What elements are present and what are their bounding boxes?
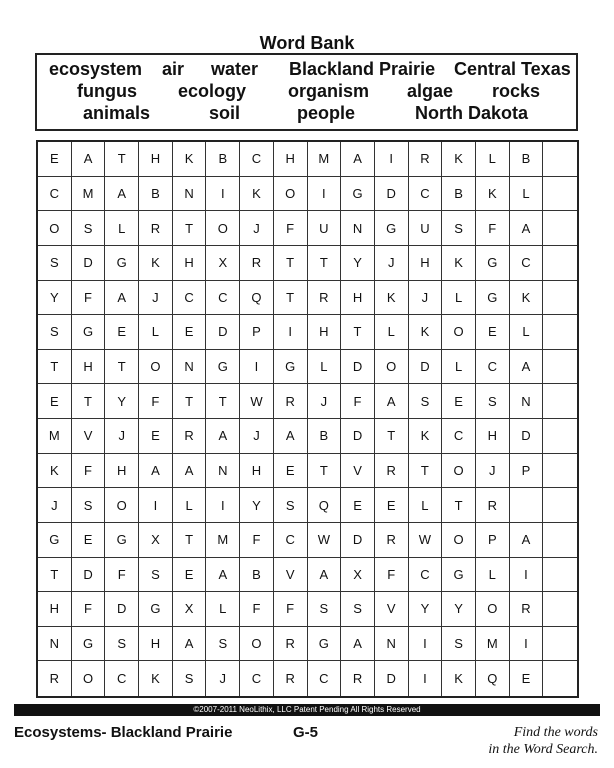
grid-cell: Y xyxy=(341,246,375,281)
grid-cell: F xyxy=(105,558,139,593)
grid-cell: N xyxy=(341,211,375,246)
grid-cell: A xyxy=(510,211,544,246)
grid-cell: D xyxy=(341,350,375,385)
grid-cell: A xyxy=(105,281,139,316)
grid-cell: C xyxy=(274,523,308,558)
grid-cell: J xyxy=(409,281,443,316)
grid-cell: V xyxy=(274,558,308,593)
grid-cell: Q xyxy=(476,661,510,696)
grid-cell: L xyxy=(139,315,173,350)
grid-cell: G xyxy=(105,523,139,558)
grid-cell: T xyxy=(308,454,342,489)
word-bank-word: rocks xyxy=(492,81,541,101)
grid-cell: L xyxy=(173,488,207,523)
grid-cell: R xyxy=(510,592,544,627)
grid-cell: Y xyxy=(409,592,443,627)
grid-cell: S xyxy=(442,627,476,662)
grid-cell: F xyxy=(274,592,308,627)
grid-cell: T xyxy=(206,384,240,419)
grid-cell: O xyxy=(206,211,240,246)
grid-cell: Q xyxy=(308,488,342,523)
grid-cell: E xyxy=(38,384,72,419)
grid-cell: L xyxy=(375,315,409,350)
grid-cell xyxy=(543,350,577,385)
grid-cell: M xyxy=(206,523,240,558)
word-bank-word: algae xyxy=(407,81,454,101)
word-bank-word: air xyxy=(162,59,185,79)
grid-cell: G xyxy=(38,523,72,558)
grid-cell: T xyxy=(173,523,207,558)
grid-cell: R xyxy=(274,627,308,662)
grid-cell: D xyxy=(375,661,409,696)
grid-cell: R xyxy=(375,454,409,489)
grid-cell: A xyxy=(341,142,375,177)
grid-cell: D xyxy=(510,419,544,454)
grid-cell: R xyxy=(274,661,308,696)
grid-cell: O xyxy=(375,350,409,385)
grid-cell: G xyxy=(139,592,173,627)
grid-cell: I xyxy=(206,177,240,212)
grid-cell: T xyxy=(442,488,476,523)
grid-cell: S xyxy=(442,211,476,246)
grid-cell: K xyxy=(442,142,476,177)
grid-cell: Y xyxy=(38,281,72,316)
grid-cell: N xyxy=(375,627,409,662)
grid-cell: W xyxy=(409,523,443,558)
grid-cell: H xyxy=(139,627,173,662)
grid-cell: N xyxy=(206,454,240,489)
grid-cell: Y xyxy=(105,384,139,419)
grid-cell: T xyxy=(72,384,106,419)
word-bank-word: animals xyxy=(83,103,151,123)
grid-cell: I xyxy=(240,350,274,385)
grid-cell: E xyxy=(139,419,173,454)
grid-cell: O xyxy=(240,627,274,662)
copyright-bar: ©2007-2011 NeoLithix, LLC Patent Pending All Rights Reserved xyxy=(14,704,600,716)
grid-cell: A xyxy=(105,177,139,212)
grid-cell: V xyxy=(375,592,409,627)
grid-cell: L xyxy=(510,177,544,212)
grid-cell: W xyxy=(308,523,342,558)
grid-cell: C xyxy=(409,177,443,212)
grid-cell: B xyxy=(139,177,173,212)
grid-cell: C xyxy=(409,558,443,593)
grid-cell: S xyxy=(105,627,139,662)
grid-cell: E xyxy=(105,315,139,350)
grid-cell: G xyxy=(72,315,106,350)
grid-cell: A xyxy=(308,558,342,593)
grid-cell: I xyxy=(308,177,342,212)
grid-cell: O xyxy=(105,488,139,523)
grid-cell: G xyxy=(442,558,476,593)
grid-cell: O xyxy=(442,523,476,558)
grid-cell: R xyxy=(476,488,510,523)
grid-cell: R xyxy=(341,661,375,696)
grid-cell: T xyxy=(308,246,342,281)
grid-cell: V xyxy=(341,454,375,489)
grid-cell: I xyxy=(274,315,308,350)
grid-cell: T xyxy=(105,350,139,385)
grid-cell: B xyxy=(510,142,544,177)
grid-cell: D xyxy=(206,315,240,350)
grid-cell: B xyxy=(442,177,476,212)
grid-cell: L xyxy=(510,315,544,350)
word-bank-word: soil xyxy=(209,103,241,123)
grid-cell: L xyxy=(476,142,510,177)
grid-cell: R xyxy=(409,142,443,177)
grid-cell: E xyxy=(510,661,544,696)
grid-cell: O xyxy=(274,177,308,212)
grid-cell: J xyxy=(105,419,139,454)
word-bank-word: people xyxy=(297,103,356,123)
grid-cell: R xyxy=(274,384,308,419)
grid-cell: D xyxy=(72,246,106,281)
grid-cell: W xyxy=(240,384,274,419)
grid-cell: P xyxy=(240,315,274,350)
grid-cell: E xyxy=(173,558,207,593)
grid-cell: H xyxy=(409,246,443,281)
worksheet-code: G-5 xyxy=(293,724,319,741)
grid-cell: T xyxy=(173,384,207,419)
grid-cell: T xyxy=(274,281,308,316)
grid-cell: I xyxy=(206,488,240,523)
grid-cell: A xyxy=(375,384,409,419)
grid-cell: Y xyxy=(442,592,476,627)
grid-cell: F xyxy=(341,384,375,419)
grid-cell: K xyxy=(409,419,443,454)
grid-cell: E xyxy=(72,523,106,558)
grid-cell: H xyxy=(240,454,274,489)
grid-cell: B xyxy=(240,558,274,593)
grid-cell xyxy=(510,488,544,523)
grid-cell: L xyxy=(442,281,476,316)
grid-cell: N xyxy=(38,627,72,662)
grid-cell: A xyxy=(510,523,544,558)
grid-cell: N xyxy=(173,177,207,212)
grid-cell: S xyxy=(38,246,72,281)
word-bank-word: water xyxy=(211,59,259,79)
grid-cell: M xyxy=(476,627,510,662)
grid-cell xyxy=(543,558,577,593)
grid-cell: A xyxy=(206,558,240,593)
grid-cell: T xyxy=(341,315,375,350)
grid-cell: L xyxy=(442,350,476,385)
grid-cell: K xyxy=(38,454,72,489)
grid-cell: E xyxy=(38,142,72,177)
grid-cell: M xyxy=(72,177,106,212)
grid-cell: F xyxy=(139,384,173,419)
grid-cell: V xyxy=(72,419,106,454)
grid-cell: O xyxy=(38,211,72,246)
grid-cell: I xyxy=(375,142,409,177)
grid-cell: H xyxy=(341,281,375,316)
grid-cell: J xyxy=(476,454,510,489)
grid-cell: M xyxy=(308,142,342,177)
grid-cell: L xyxy=(105,211,139,246)
grid-cell: C xyxy=(105,661,139,696)
grid-cell xyxy=(543,592,577,627)
grid-cell: M xyxy=(38,419,72,454)
grid-cell: H xyxy=(173,246,207,281)
grid-cell: T xyxy=(38,558,72,593)
grid-cell: A xyxy=(173,627,207,662)
grid-cell: E xyxy=(442,384,476,419)
word-bank-word: fungus xyxy=(77,81,137,101)
grid-cell: X xyxy=(206,246,240,281)
grid-cell: C xyxy=(240,661,274,696)
grid-cell: C xyxy=(240,142,274,177)
grid-cell: A xyxy=(510,350,544,385)
worksheet-title: Ecosystems- Blackland Prairie xyxy=(14,724,233,741)
grid-cell: A xyxy=(173,454,207,489)
grid-cell: R xyxy=(375,523,409,558)
grid-cell: P xyxy=(510,454,544,489)
grid-cell: Q xyxy=(240,281,274,316)
grid-cell xyxy=(543,454,577,489)
grid-cell: A xyxy=(72,142,106,177)
grid-cell xyxy=(543,246,577,281)
grid-cell: G xyxy=(105,246,139,281)
grid-cell xyxy=(543,315,577,350)
grid-cell: G xyxy=(476,281,510,316)
grid-cell: S xyxy=(476,384,510,419)
grid-cell: C xyxy=(206,281,240,316)
grid-cell: F xyxy=(72,592,106,627)
grid-cell: F xyxy=(240,523,274,558)
grid-cell: R xyxy=(38,661,72,696)
grid-cell: N xyxy=(173,350,207,385)
grid-cell: G xyxy=(274,350,308,385)
grid-cell: S xyxy=(206,627,240,662)
grid-cell: K xyxy=(375,281,409,316)
grid-cell: K xyxy=(173,142,207,177)
grid-cell: C xyxy=(476,350,510,385)
grid-cell: K xyxy=(442,246,476,281)
grid-cell: T xyxy=(173,211,207,246)
grid-cell: B xyxy=(308,419,342,454)
word-search-grid xyxy=(36,140,579,698)
grid-cell: C xyxy=(442,419,476,454)
instruction-line: in the Word Search. xyxy=(488,742,598,757)
grid-cell: C xyxy=(173,281,207,316)
word-bank-word: North Dakota xyxy=(415,103,529,123)
grid-cell: S xyxy=(409,384,443,419)
grid-cell: O xyxy=(442,454,476,489)
grid-cell: X xyxy=(139,523,173,558)
grid-cell: G xyxy=(206,350,240,385)
grid-cell: O xyxy=(72,661,106,696)
grid-cell: E xyxy=(476,315,510,350)
grid-cell: J xyxy=(38,488,72,523)
instructions xyxy=(418,724,598,758)
grid-cell: O xyxy=(442,315,476,350)
grid-cell: H xyxy=(476,419,510,454)
grid-cell: J xyxy=(139,281,173,316)
grid-cell xyxy=(543,177,577,212)
grid-cell: K xyxy=(240,177,274,212)
grid-cell: L xyxy=(476,558,510,593)
grid-cell: U xyxy=(308,211,342,246)
word-bank-title: Word Bank xyxy=(259,33,355,53)
grid-cell: H xyxy=(105,454,139,489)
grid-cell: D xyxy=(105,592,139,627)
grid-cell: H xyxy=(139,142,173,177)
grid-cell: S xyxy=(173,661,207,696)
grid-cell: D xyxy=(375,177,409,212)
grid-cell: D xyxy=(72,558,106,593)
grid-cell: O xyxy=(476,592,510,627)
grid-cell: F xyxy=(240,592,274,627)
grid-cell: F xyxy=(476,211,510,246)
grid-cell: R xyxy=(139,211,173,246)
grid-cell: J xyxy=(308,384,342,419)
grid-cell: A xyxy=(139,454,173,489)
grid-cell: Y xyxy=(240,488,274,523)
grid-cell: T xyxy=(105,142,139,177)
grid-cell: I xyxy=(510,558,544,593)
grid-cell: H xyxy=(72,350,106,385)
grid-cell: F xyxy=(375,558,409,593)
grid-cell: X xyxy=(173,592,207,627)
grid-cell xyxy=(543,661,577,696)
grid-cell xyxy=(543,281,577,316)
word-bank-word: ecology xyxy=(178,81,247,101)
grid-cell: C xyxy=(308,661,342,696)
grid-cell: J xyxy=(375,246,409,281)
grid-cell: C xyxy=(510,246,544,281)
grid-cell: E xyxy=(341,488,375,523)
grid-cell xyxy=(543,627,577,662)
grid-cell: S xyxy=(72,488,106,523)
grid-cell: D xyxy=(341,523,375,558)
grid-cell: L xyxy=(409,488,443,523)
grid-cell: K xyxy=(139,246,173,281)
grid-cell: H xyxy=(308,315,342,350)
grid-cell: I xyxy=(139,488,173,523)
grid-cell: T xyxy=(274,246,308,281)
grid-cell: L xyxy=(206,592,240,627)
grid-cell: D xyxy=(409,350,443,385)
grid-cell: T xyxy=(409,454,443,489)
grid-cell xyxy=(543,211,577,246)
grid-cell: S xyxy=(38,315,72,350)
grid-cell: D xyxy=(341,419,375,454)
grid-cell: I xyxy=(409,661,443,696)
grid-cell: E xyxy=(173,315,207,350)
grid-cell: R xyxy=(173,419,207,454)
grid-cell xyxy=(543,142,577,177)
grid-cell xyxy=(543,419,577,454)
grid-cell: L xyxy=(308,350,342,385)
grid-cell: A xyxy=(274,419,308,454)
grid-cell: O xyxy=(139,350,173,385)
grid-cell: F xyxy=(72,281,106,316)
grid-cell: R xyxy=(308,281,342,316)
grid-cell: U xyxy=(409,211,443,246)
grid-cell: T xyxy=(38,350,72,385)
grid-cell: S xyxy=(72,211,106,246)
word-bank-word: Blackland Prairie xyxy=(289,59,436,79)
grid-cell: A xyxy=(206,419,240,454)
word-bank-box xyxy=(35,53,578,131)
grid-cell: S xyxy=(308,592,342,627)
grid-cell: S xyxy=(139,558,173,593)
grid-cell: I xyxy=(409,627,443,662)
grid-cell: H xyxy=(274,142,308,177)
grid-cell: S xyxy=(341,592,375,627)
grid-cell: K xyxy=(139,661,173,696)
word-bank-word: Central Texas xyxy=(454,59,571,79)
grid-cell: T xyxy=(375,419,409,454)
grid-cell: E xyxy=(274,454,308,489)
grid-cell: C xyxy=(38,177,72,212)
grid-cell: J xyxy=(206,661,240,696)
grid-cell: K xyxy=(442,661,476,696)
grid-cell: R xyxy=(240,246,274,281)
grid-cell: E xyxy=(375,488,409,523)
grid-cell: P xyxy=(476,523,510,558)
grid-cell: S xyxy=(274,488,308,523)
grid-cell: H xyxy=(38,592,72,627)
grid-cell: N xyxy=(510,384,544,419)
grid-cell: J xyxy=(240,419,274,454)
grid-cell: A xyxy=(341,627,375,662)
grid-cell: K xyxy=(510,281,544,316)
grid-cell: J xyxy=(240,211,274,246)
grid-cell xyxy=(543,384,577,419)
instruction-line: Find the words xyxy=(513,725,598,740)
grid-cell: F xyxy=(274,211,308,246)
grid-cell: G xyxy=(375,211,409,246)
grid-cell: K xyxy=(476,177,510,212)
grid-cell: G xyxy=(341,177,375,212)
grid-cell: I xyxy=(510,627,544,662)
grid-cell: K xyxy=(409,315,443,350)
word-bank-word: organism xyxy=(288,81,370,101)
grid-cell xyxy=(543,488,577,523)
word-bank-word: ecosystem xyxy=(49,59,143,79)
grid-cell: F xyxy=(72,454,106,489)
grid-cell: G xyxy=(476,246,510,281)
grid-cell: G xyxy=(72,627,106,662)
grid-cell: X xyxy=(341,558,375,593)
grid-cell: G xyxy=(308,627,342,662)
grid-cell: B xyxy=(206,142,240,177)
grid-cell xyxy=(543,523,577,558)
